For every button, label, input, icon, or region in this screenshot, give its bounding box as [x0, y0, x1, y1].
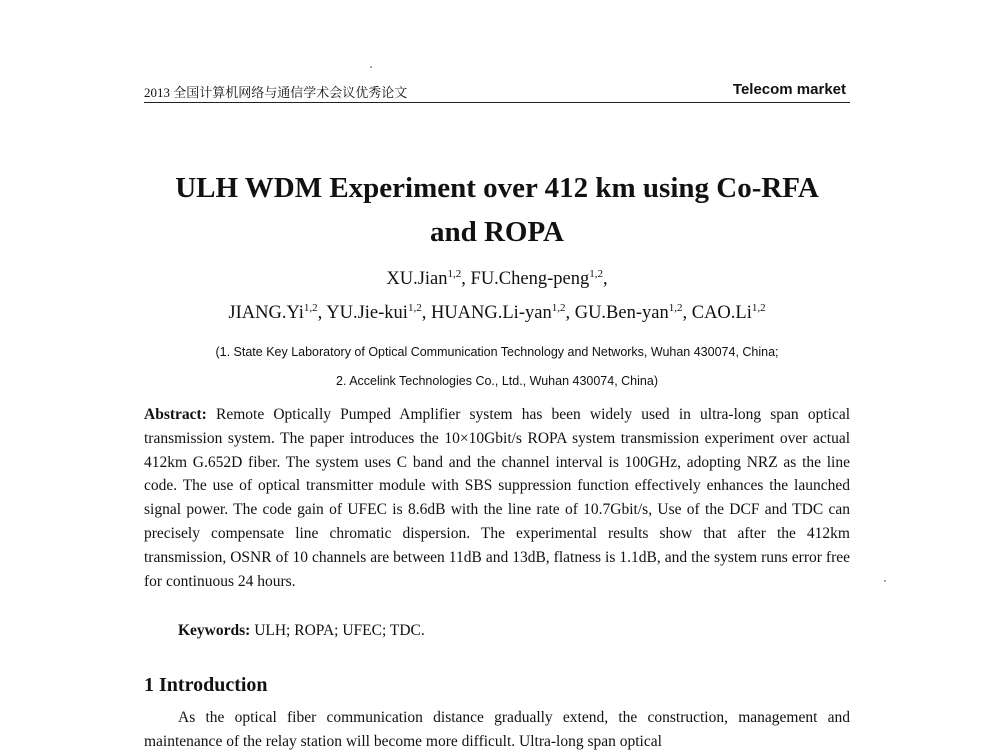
paper-title: [100, 166, 894, 254]
author-line-1: XU.Jian$^{1,2}$, FU.Cheng-peng$^{1,2}$,: [386, 267, 608, 289]
running-header: [144, 80, 850, 103]
author-name: YU.Jie-kui: [326, 303, 408, 323]
affiliation-line-1: (1. State Key Laboratory of Optical Communication Technology and Networks, Wuhan 430074, China;: [215, 345, 779, 359]
author-affiliation-mark: 1,2: [589, 267, 603, 280]
affiliation-line-2: 2. Accelink Technologies Co., Ltd., Wuhan 430074, China): [336, 374, 658, 388]
author-name: FU.Cheng-peng: [470, 269, 590, 289]
author-name: XU.Jian: [386, 269, 448, 289]
keywords-label: Keywords:: [178, 622, 251, 639]
author-list: [100, 262, 894, 330]
section-heading: 1 Introduction: [144, 674, 268, 696]
keywords: [178, 619, 425, 642]
abstract: [144, 403, 850, 593]
abstract-text: Remote Optically Pumped Amplifier system has been widely used in ultra-long span optical transmission system. The paper introduces the 10×10Gbit/s ROPA system transmission experiment over actual 412km G.652D fiber. The system uses C band and the channel interval is 100GHz, adopting NRZ as the line code. The use of optical transmitter module with SBS suppression function effectively enhances the launched signal power. The code gain of UFEC is 8.6dB with the line rate of 10.7Gbit/s, Use of the DCF and TDC can precisely compensate line chromatic dispersion. The experimental results show that after the 412km transmission, OSNR of 10 channels are between 11dB and 13dB, flatness is 1.1dB, and the system runs error free for continuous 24 hours.: [144, 406, 851, 590]
author-affiliation-mark: 1,2: [668, 301, 683, 314]
author-line-2: JIANG.Yi$^{1,2}$, YU.Jie-kui$^{1,2}$, HUANG.Li-yan$^{1,2}$, GU.Ben-yan$^{1,2}$, CAO.Li$^{1,2}$: [228, 301, 766, 323]
conference-name: 2013 全国计算机网络与通信学术会议优秀论文: [144, 85, 408, 100]
journal-section: Telecom market: [732, 81, 846, 98]
author-affiliation-mark: 1,2: [303, 301, 318, 314]
scan-speck: [884, 580, 886, 582]
author-name: GU.Ben-yan: [574, 303, 669, 323]
affiliations: [100, 338, 894, 396]
author-affiliation-mark: 1,2: [407, 301, 422, 314]
author-name: HUANG.Li-yan: [430, 303, 552, 323]
author-affiliation-mark: 1,2: [751, 301, 766, 314]
author-name: CAO.Li: [691, 303, 752, 323]
introduction-text: As the optical fiber communication distance gradually extend, the construction, management and maintenance of the relay station will become more difficult. Ultra-long span optical: [144, 709, 850, 750]
title-line-1: ULH WDM Experiment over 412 km using Co-RFA: [175, 172, 819, 204]
author-affiliation-mark: 1,2: [447, 267, 462, 280]
abstract-label: Abstract:: [144, 406, 207, 423]
title-line-2: and ROPA: [429, 216, 564, 248]
keywords-text: ULH; ROPA; UFEC; TDC.: [254, 622, 425, 639]
author-affiliation-mark: 1,2: [551, 301, 566, 314]
author-name: JIANG.Yi: [228, 303, 304, 323]
scan-speck: [370, 66, 372, 68]
